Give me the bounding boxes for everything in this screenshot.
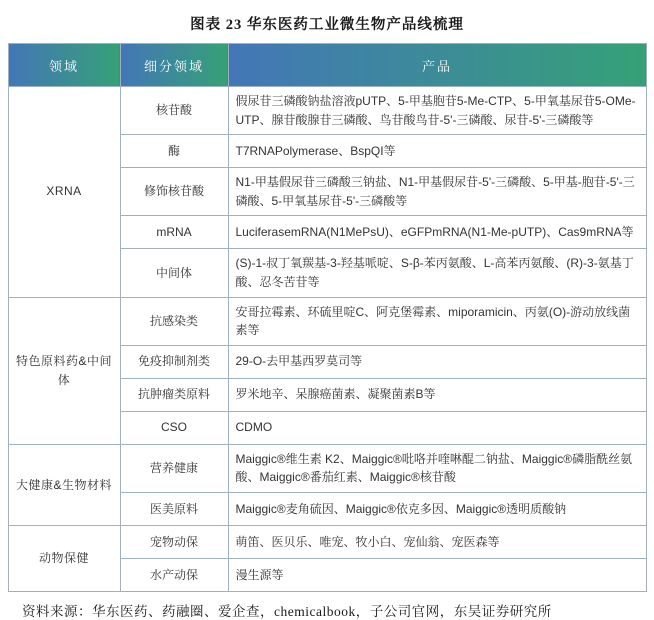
- subarea-cell: 核苷酸: [120, 87, 228, 135]
- products-cell: T7RNAPolymerase、BspQI等: [228, 135, 646, 168]
- area-cell: XRNA: [8, 87, 120, 298]
- products-cell: LuciferasemRNA(N1MePsU)、eGFPmRNA(N1-Me-pUTP)、Cas9mRNA等: [228, 216, 646, 249]
- products-cell: Maiggic®维生素 K2、Maiggic®吡咯并喹啉醌二钠盐、Maiggic®磷脂酰丝氨酸、Maiggic®番茄红素、Maiggic®核苷酸: [228, 444, 646, 492]
- subarea-cell: 营养健康: [120, 444, 228, 492]
- products-cell: CDMO: [228, 411, 646, 444]
- table-row: [8, 525, 646, 558]
- figure-title: 图表 23 华东医药工业微生物产品线梳理: [190, 17, 464, 33]
- table-row: [8, 297, 646, 345]
- products-cell: 安哥拉霉素、环硫里啶C、阿克堡霉素、miporamicin、丙氨(O)-游动放线菌素等: [228, 297, 646, 345]
- products-cell: 漫生源等: [228, 558, 646, 591]
- product-table-body: [8, 87, 646, 592]
- products-cell: (S)-1-叔丁氧羰基-3-羟基哌啶、S-β-苯丙氨酸、L-高苯丙氨酸、(R)-3-氨基丁酸、忍冬苦苷等: [228, 249, 646, 297]
- products-cell: 罗米地辛、呆腺癌菌素、凝聚菌素B等: [228, 378, 646, 411]
- subarea-cell: 宠物动保: [120, 525, 228, 558]
- products-cell: N1-甲基假尿苷三磷酸三钠盐、N1-甲基假尿苷-5'-三磷酸、5-甲基-胞苷-5'-三磷酸、5-甲氧基尿苷-5'-三磷酸等: [228, 168, 646, 216]
- header-area: 领域: [8, 44, 120, 87]
- area-cell: 动物保健: [8, 525, 120, 591]
- subarea-cell: 修饰核苷酸: [120, 168, 228, 216]
- products-cell: 29-O-去甲基西罗莫司等: [228, 345, 646, 378]
- table-header: [8, 44, 646, 87]
- subarea-cell: 医美原料: [120, 492, 228, 525]
- source-note: 资料来源：华东医药、药融圈、爱企查，chemicalbook，子公司官网，东吴证券研究所: [22, 603, 552, 619]
- products-cell: 萌笛、医贝乐、唯宠、牧小白、宠仙翁、宠医森等: [228, 525, 646, 558]
- area-cell: 特色原料药&中间体: [8, 297, 120, 444]
- header-products: 产品: [228, 44, 646, 87]
- subarea-cell: 中间体: [120, 249, 228, 297]
- subarea-cell: mRNA: [120, 216, 228, 249]
- subarea-cell: 酶: [120, 135, 228, 168]
- subarea-cell: 抗肿瘤类原料: [120, 378, 228, 411]
- area-cell: 大健康&生物材料: [8, 444, 120, 525]
- subarea-cell: 水产动保: [120, 558, 228, 591]
- subarea-cell: CSO: [120, 411, 228, 444]
- product-table: [8, 43, 647, 592]
- header-subarea: 细分领域: [120, 44, 228, 87]
- table-row: [8, 444, 646, 492]
- table-row: [8, 87, 646, 135]
- products-cell: 假尿苷三磷酸钠盐溶液pUTP、5-甲基胞苷5-Me-CTP、5-甲氧基尿苷5-OMe-UTP、腺苷酸腺苷三磷酸、鸟苷酸鸟苷-5'-三磷酸、尿苷-5'-三磷酸等: [228, 87, 646, 135]
- subarea-cell: 免疫抑制剂类: [120, 345, 228, 378]
- subarea-cell: 抗感染类: [120, 297, 228, 345]
- products-cell: Maiggic®麦角硫因、Maiggic®依克多因、Maiggic®透明质酸钠: [228, 492, 646, 525]
